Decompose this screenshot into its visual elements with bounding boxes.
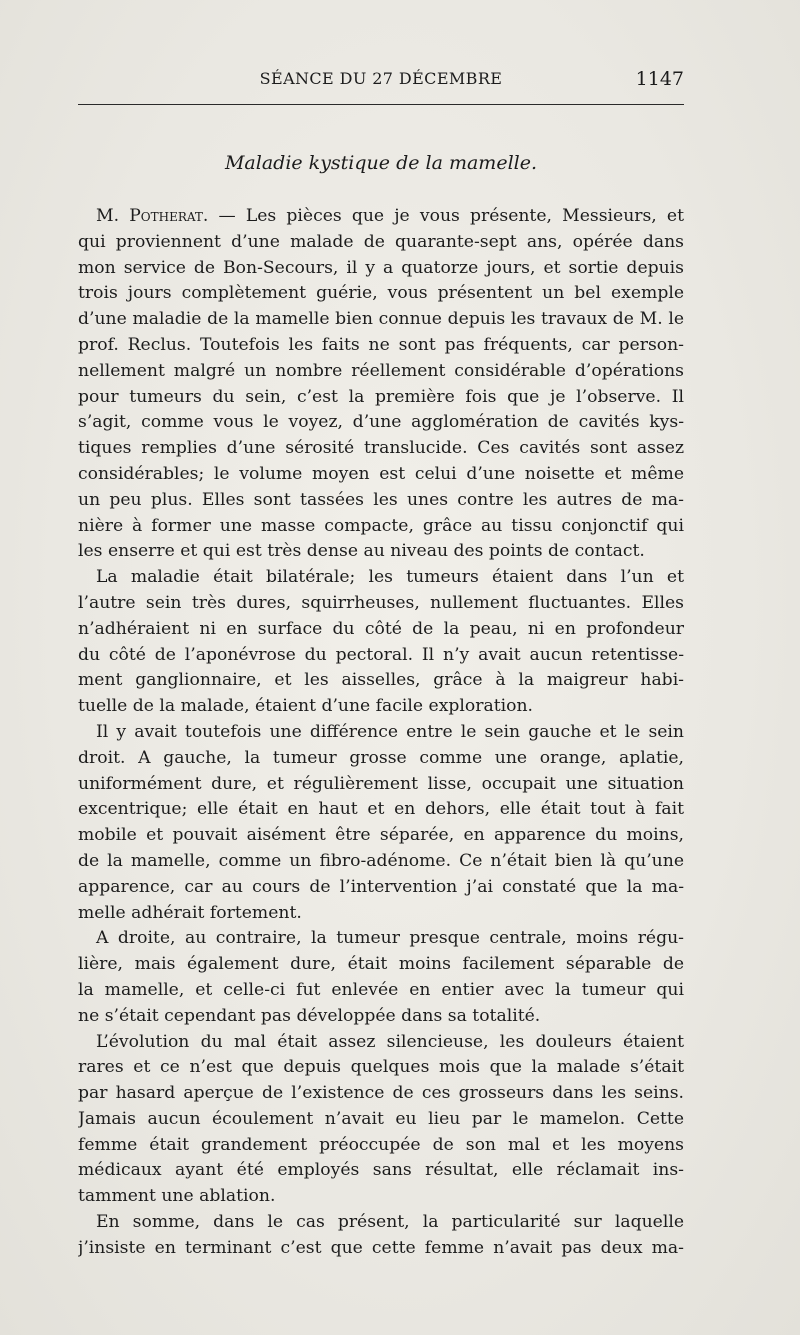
text-line: rares et ce n’est que depuis quelques mois que la malade s’était bbox=[78, 1057, 684, 1078]
text-line: En somme, dans le cas présent, la particularité sur laquelle bbox=[96, 1212, 684, 1233]
text-line: nière à former une masse compacte, grâce au tissu conjonctif qui bbox=[78, 515, 684, 536]
text-line: tamment une ablation. bbox=[78, 1186, 276, 1207]
text-line: lière, mais également dure, était moins facilement séparable de bbox=[78, 954, 684, 975]
text-line: Jamais aucun écoulement n’avait eu lieu par le mamelon. Cette bbox=[78, 1108, 684, 1129]
text-line: ment ganglionnaire, et les aisselles, grâce à la maigreur habi- bbox=[78, 670, 684, 691]
text-line: droit. A gauche, la tumeur grosse comme une orange, aplatie, bbox=[78, 747, 684, 768]
text-line: n’adhéraient ni en surface du côté de la peau, ni en profondeur bbox=[78, 618, 684, 639]
text-line: trois jours complètement guérie, vous présentent un bel exemple bbox=[78, 283, 684, 304]
text-line: d’une maladie de la mamelle bien connue depuis les travaux de M. le bbox=[78, 309, 684, 330]
text-line: uniformément dure, et régulièrement lisse, occupait une situation bbox=[78, 773, 684, 794]
text-line: un peu plus. Elles sont tassées les unes contre les autres de ma- bbox=[78, 489, 684, 510]
text-line: l’autre sein très dures, squirrheuses, nullement fluctuantes. Elles bbox=[78, 592, 684, 613]
text-line: médicaux ayant été employés sans résultat, elle réclamait ins- bbox=[78, 1160, 684, 1181]
text-line: A droite, au contraire, la tumeur presque centrale, moins régu- bbox=[96, 928, 684, 949]
text-line: j’insiste en terminant c’est que cette femme n’avait pas deux ma- bbox=[78, 1237, 684, 1258]
text-line: qui proviennent d’une malade de quarante-sept ans, opérée dans bbox=[78, 231, 684, 252]
text-line: prof. Reclus. Toutefois les faits ne sont pas fréquents, car person- bbox=[78, 334, 684, 355]
text-line: excentrique; elle était en haut et en dehors, elle était tout à fait bbox=[78, 799, 684, 820]
text-line: ne s’était cependant pas développée dans sa totalité. bbox=[78, 1005, 541, 1026]
text-line: pour tumeurs du sein, c’est la première fois que je l’observe. Il bbox=[78, 386, 684, 407]
text-line: la mamelle, et celle-ci fut enlevée en entier avec la tumeur qui bbox=[78, 979, 684, 1000]
text-line: s’agit, comme vous le voyez, d’une agglomération de cavités kys- bbox=[78, 412, 684, 433]
text-line: La maladie était bilatérale; les tumeurs étaient dans l’un et bbox=[96, 567, 684, 588]
text-line: femme était grandement préoccupée de son mal et les moyens bbox=[78, 1134, 684, 1155]
text-line: du côté de l’aponévrose du pectoral. Il n’y avait aucun retentisse- bbox=[78, 644, 684, 665]
section-title: Maladie kystique de la mamelle. bbox=[224, 152, 538, 174]
text-line: nellement malgré un nombre réellement considérable d’opérations bbox=[78, 360, 684, 381]
text-line: apparence, car au cours de l’intervention j’ai constaté que la ma- bbox=[78, 876, 684, 897]
text-line: L’évolution du mal était assez silencieuse, les douleurs étaient bbox=[96, 1031, 684, 1052]
text-line: Il y avait toutefois une différence entre le sein gauche et le sein bbox=[96, 721, 684, 742]
author-name: M. Potherat. bbox=[96, 206, 209, 226]
text-line: de la mamelle, comme un fibro-adénome. Ce n’était bien là qu’une bbox=[78, 850, 684, 871]
text-line-content: — Les pièces que je vous présente, Messieurs, et bbox=[208, 206, 684, 226]
header-rule bbox=[78, 104, 684, 105]
text-line: tuelle de la malade, étaient d’une facile exploration. bbox=[78, 696, 534, 717]
text-line bbox=[78, 204, 684, 230]
text-line: tiques remplies d’une sérosité translucide. Ces cavités sont assez bbox=[78, 438, 684, 459]
running-head bbox=[78, 66, 684, 92]
text-line: mon service de Bon-Secours, il y a quatorze jours, et sortie depuis bbox=[78, 257, 684, 278]
text-line: par hasard aperçue de l’existence de ces grosseurs dans les seins. bbox=[78, 1083, 684, 1104]
article-body bbox=[78, 204, 684, 1262]
page-number: 1147 bbox=[635, 68, 684, 90]
text-line: melle adhérait fortement. bbox=[78, 902, 302, 923]
text-line: les enserre et qui est très dense au niveau des points de contact. bbox=[78, 541, 645, 562]
text-line: considérables; le volume moyen est celui d’une noisette et même bbox=[78, 463, 684, 484]
running-title: SÉANCE DU 27 DÉCEMBRE bbox=[259, 69, 503, 88]
text-line: mobile et pouvait aisément être séparée, en apparence du moins, bbox=[78, 825, 684, 846]
